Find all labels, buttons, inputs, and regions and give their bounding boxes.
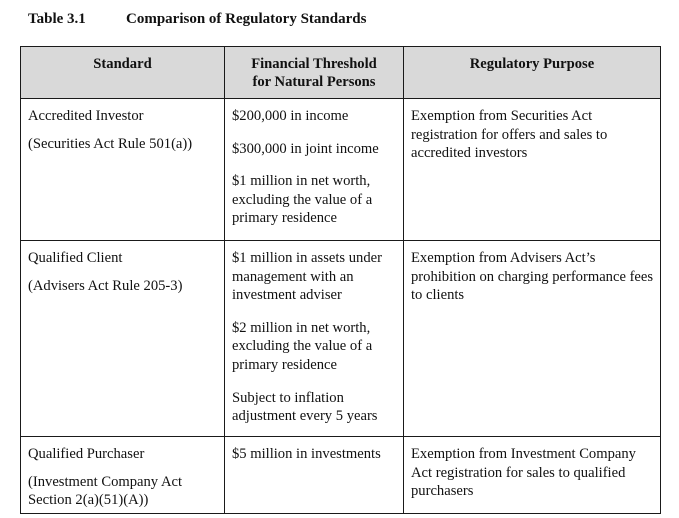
standard-name: Qualified Client [28,250,123,266]
regulatory-standards-table [20,46,661,514]
standard-name: Qualified Purchaser [28,446,145,462]
table-number: Table 3.1 [28,11,86,27]
threshold-item: $200,000 in income [232,108,349,124]
table-title: Comparison of Regulatory Standards [126,11,367,27]
threshold-item: $1 million in assets under management with an investment adviser [232,250,382,304]
table-caption [28,11,366,28]
header-threshold-line2: for Natural Persons [252,74,376,90]
purpose-cell [404,437,661,514]
purpose-text: Exemption from Advisers Act’s prohibition on charging performance fees to clients [411,250,654,304]
threshold-item: $300,000 in joint income [232,140,379,157]
standard-rule: (Investment Company Act Section 2(a)(51)(A)) [28,473,183,509]
purpose-text: Exemption from Securities Act registration for offers and sales to accredited investors [411,108,608,162]
header-row [21,47,661,99]
header-purpose: Regulatory Purpose [404,47,661,99]
purpose-cell [404,99,661,241]
threshold-item: Subject to inflation adjustment every 5 years [232,389,378,425]
threshold-cell [225,437,404,514]
standard-cell [21,241,225,437]
threshold-cell [225,241,404,437]
threshold-item: $5 million in investments [232,446,381,462]
table-row [21,99,661,241]
standard-name: Accredited Investor [28,108,144,124]
threshold-cell [225,99,404,241]
table-row [21,437,661,514]
threshold-item: $2 million in net worth, excluding the value of a primary residence [232,319,373,373]
purpose-cell [404,241,661,437]
standard-cell [21,437,225,514]
header-threshold [225,47,404,99]
standard-rule: (Securities Act Rule 501(a)) [28,135,193,152]
header-threshold-line1: Financial Threshold [251,56,377,72]
standard-cell [21,99,225,241]
table-row [21,241,661,437]
header-standard: Standard [21,47,225,99]
purpose-text: Exemption from Investment Company Act registration for sales to qualified purchasers [411,446,636,500]
threshold-item: $1 million in net worth, excluding the value of a primary residence [232,173,373,227]
standard-rule: (Advisers Act Rule 205-3) [28,277,183,294]
